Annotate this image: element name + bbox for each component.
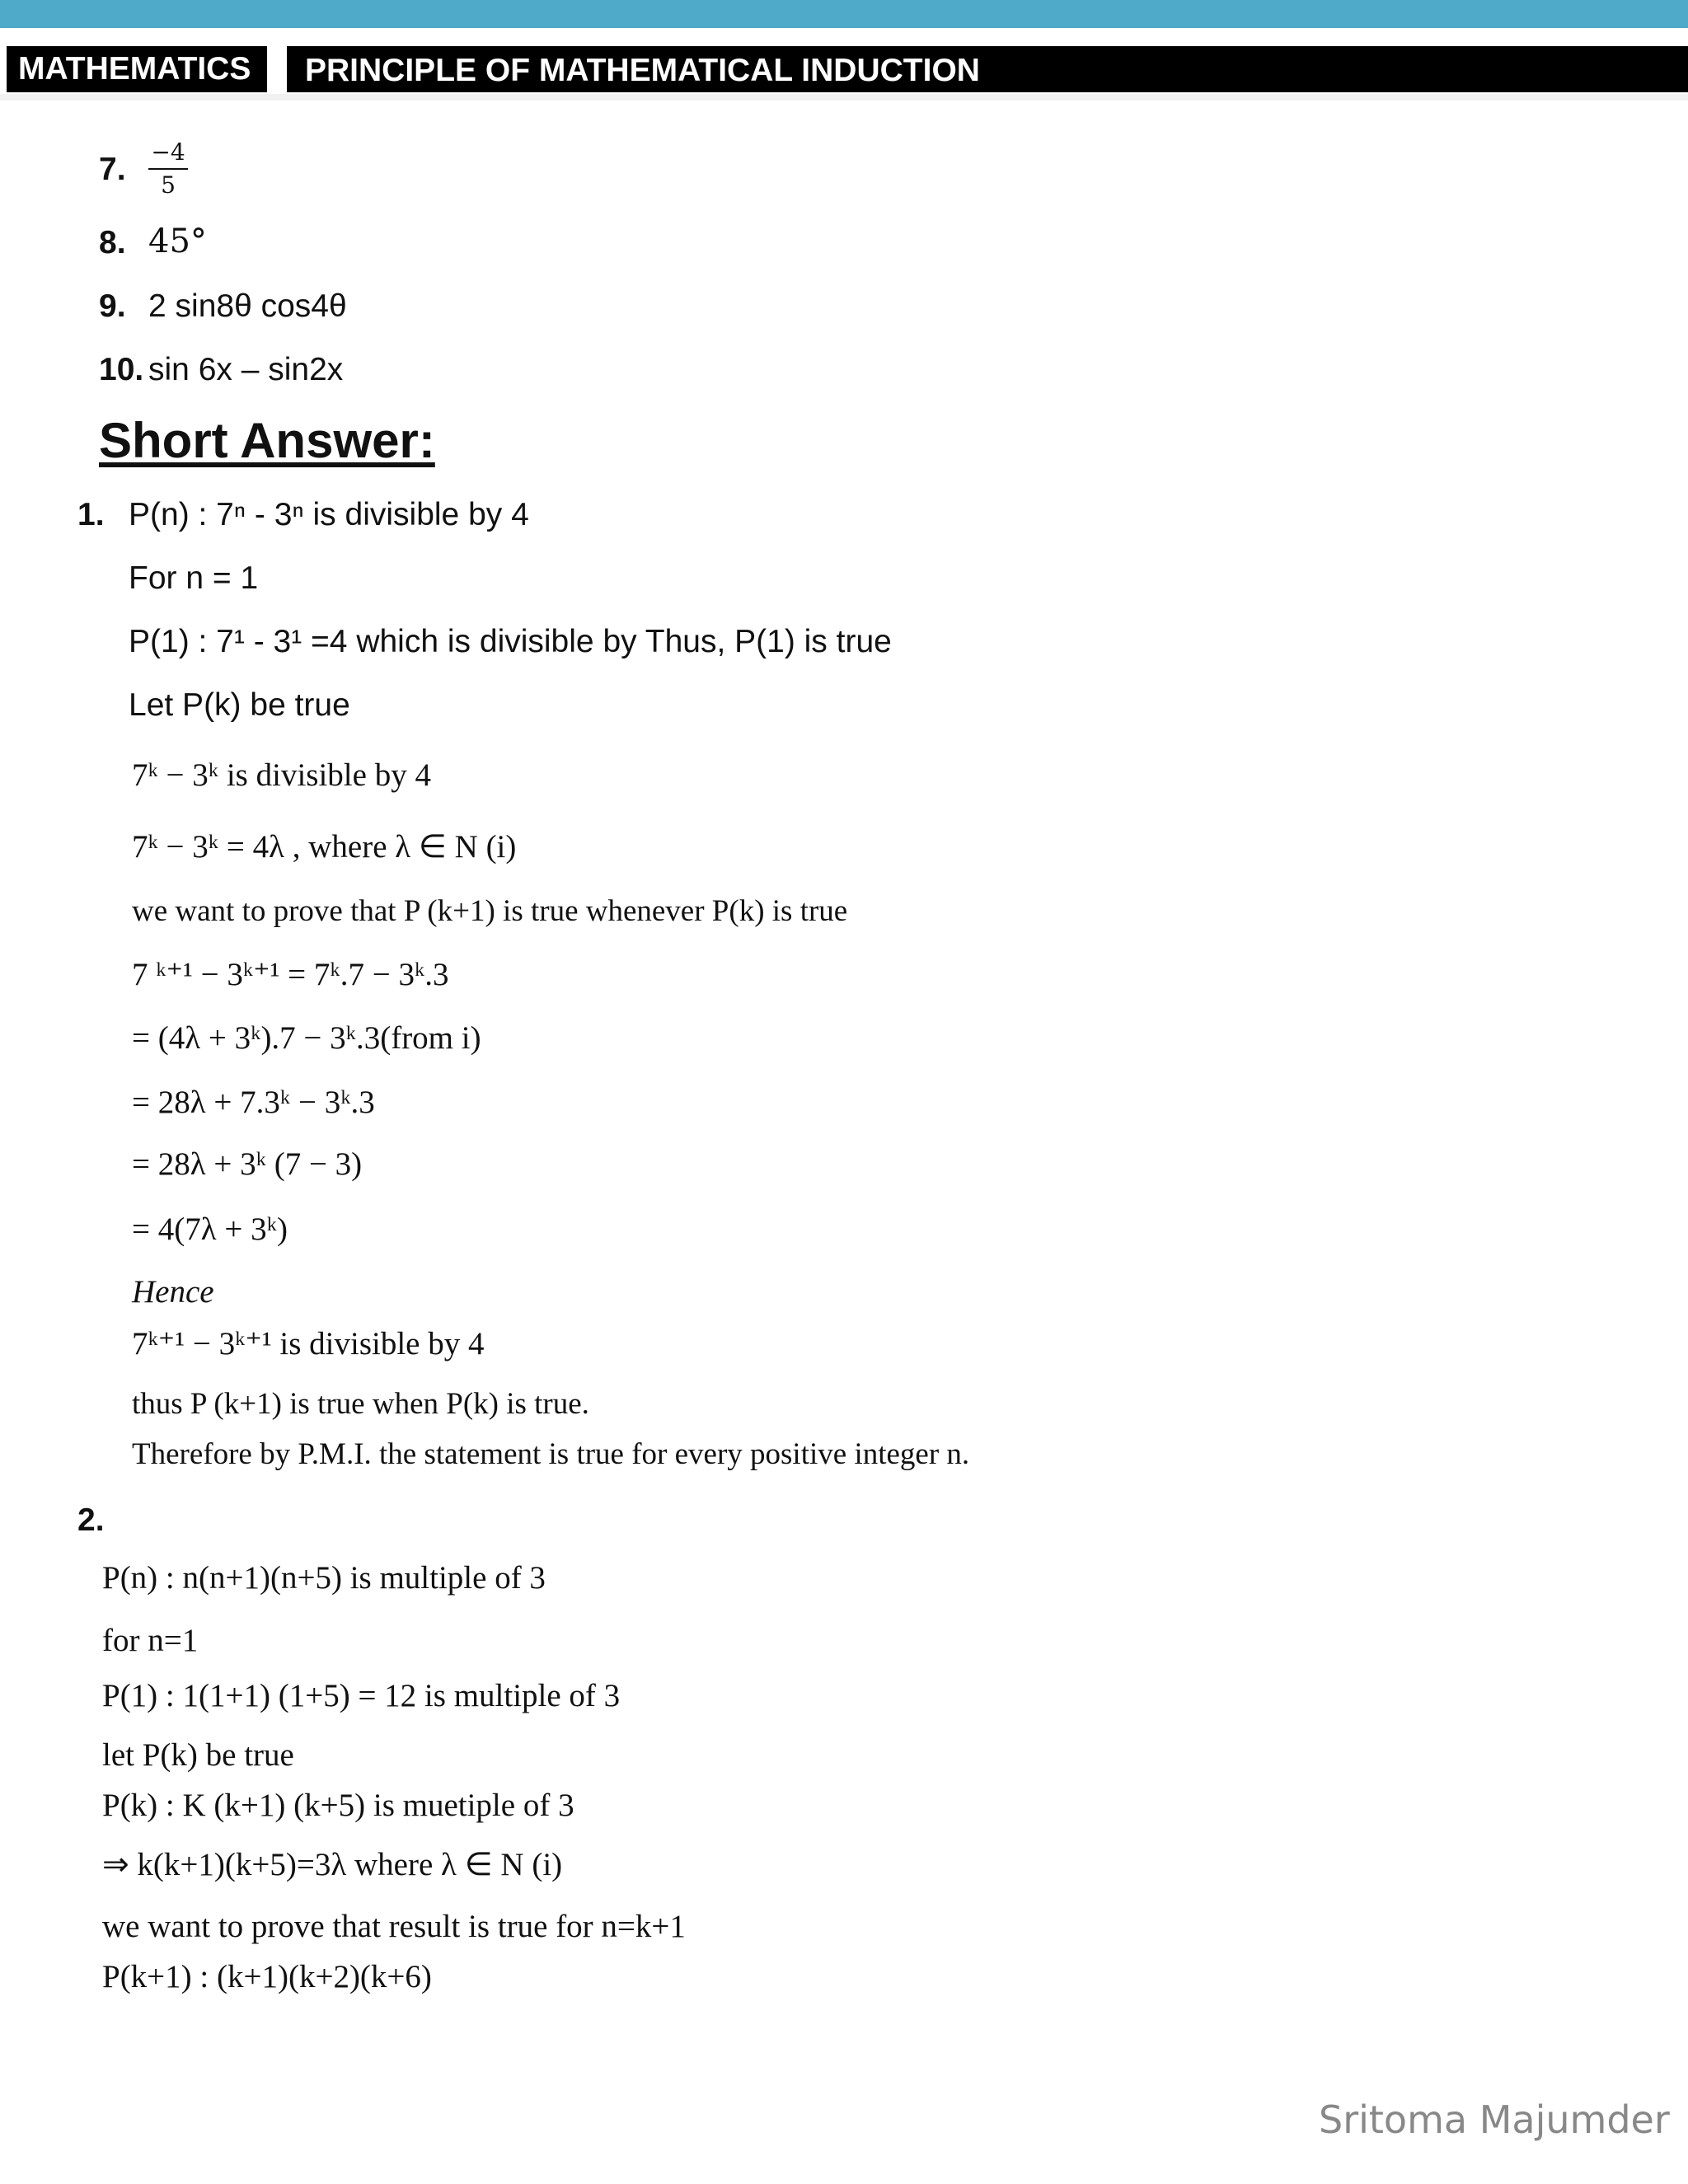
q1-line-therefore: Therefore by P.M.I. the statement is true for every positive integer n. xyxy=(132,1437,970,1471)
answer-10-text: sin 6x – sin2x xyxy=(148,352,344,387)
q2-line-assume: let P(k) be true xyxy=(102,1737,294,1773)
answer-9-text: 2 sin8θ cos4θ xyxy=(148,288,347,324)
q2-line-implies: ⇒ k(k+1)(k+5)=3λ where λ ∈ N (i) xyxy=(102,1847,563,1882)
question-2-number: 2. xyxy=(77,1502,105,1538)
answer-7-numerator: −4 xyxy=(151,138,185,166)
chapter-title: PRINCIPLE OF MATHEMATICAL INDUCTION xyxy=(287,46,1688,92)
q2-line-pk1: P(k+1) : (k+1)(k+2)(k+6) xyxy=(102,1959,432,1994)
q1-line-step-2: = (4λ + 3ᵏ).7 − 3ᵏ.3(from i) xyxy=(132,1020,481,1056)
q1-line-thus: thus P (k+1) is true when P(k) is true. xyxy=(132,1387,589,1421)
header-divider xyxy=(0,94,1688,101)
q1-line-step-5: = 4(7λ + 3ᵏ) xyxy=(132,1212,288,1247)
q2-line-statement: P(n) : n(n+1)(n+5) is multiple of 3 xyxy=(102,1560,546,1596)
q1-line-divisible: 7ᵏ − 3ᵏ is divisible by 4 xyxy=(132,757,431,793)
answer-10-number: 10. xyxy=(99,352,144,387)
q2-line-p1: P(1) : 1(1+1) (1+5) = 12 is multiple of 3 xyxy=(102,1678,621,1713)
subject-label: MATHEMATICS xyxy=(7,46,267,92)
answer-9-number: 9. xyxy=(99,288,126,324)
q1-line-base-case: For n = 1 xyxy=(129,560,259,596)
answer-7-number: 7. xyxy=(99,152,126,187)
q1-line-step-4: = 28λ + 3ᵏ (7 − 3) xyxy=(132,1146,363,1182)
author-signature: Sritoma Majumder xyxy=(1319,2097,1670,2142)
q1-line-statement: P(n) : 7ⁿ - 3ⁿ is divisible by 4 xyxy=(129,497,529,532)
answer-7-fraction xyxy=(148,138,188,199)
q2-line-pk: P(k) : K (k+1) (k+5) is muetiple of 3 xyxy=(102,1788,574,1823)
section-heading: Short Answer: xyxy=(99,413,435,468)
answer-7-denominator: 5 xyxy=(161,171,176,199)
question-1-number: 1. xyxy=(77,497,105,532)
q1-line-step-1: 7 ᵏ⁺¹ − 3ᵏ⁺¹ = 7ᵏ.7 − 3ᵏ.3 xyxy=(132,957,449,992)
q2-line-base-case: for n=1 xyxy=(102,1623,199,1658)
answer-8-number: 8. xyxy=(99,225,126,260)
q1-line-assume: Let P(k) be true xyxy=(129,687,350,723)
answer-8-text: 45° xyxy=(148,223,207,260)
q1-line-conclusion-divisible: 7ᵏ⁺¹ − 3ᵏ⁺¹ is divisible by 4 xyxy=(132,1326,485,1361)
q1-line-p1: P(1) : 7¹ - 3¹ =4 which is divisible by Thus, P(1) is true xyxy=(129,624,892,659)
top-accent-bar xyxy=(0,0,1688,28)
q1-line-step-3: = 28λ + 7.3ᵏ − 3ᵏ.3 xyxy=(132,1085,375,1120)
q1-line-want-prove: we want to prove that P (k+1) is true whenever P(k) is true xyxy=(132,894,848,928)
q2-line-want-prove: we want to prove that result is true for n=k+1 xyxy=(102,1909,686,1944)
fraction-bar xyxy=(148,168,188,170)
q1-line-hence: Hence xyxy=(132,1274,214,1310)
q1-line-lambda: 7ᵏ − 3ᵏ = 4λ , where λ ∈ N (i) xyxy=(132,829,517,865)
